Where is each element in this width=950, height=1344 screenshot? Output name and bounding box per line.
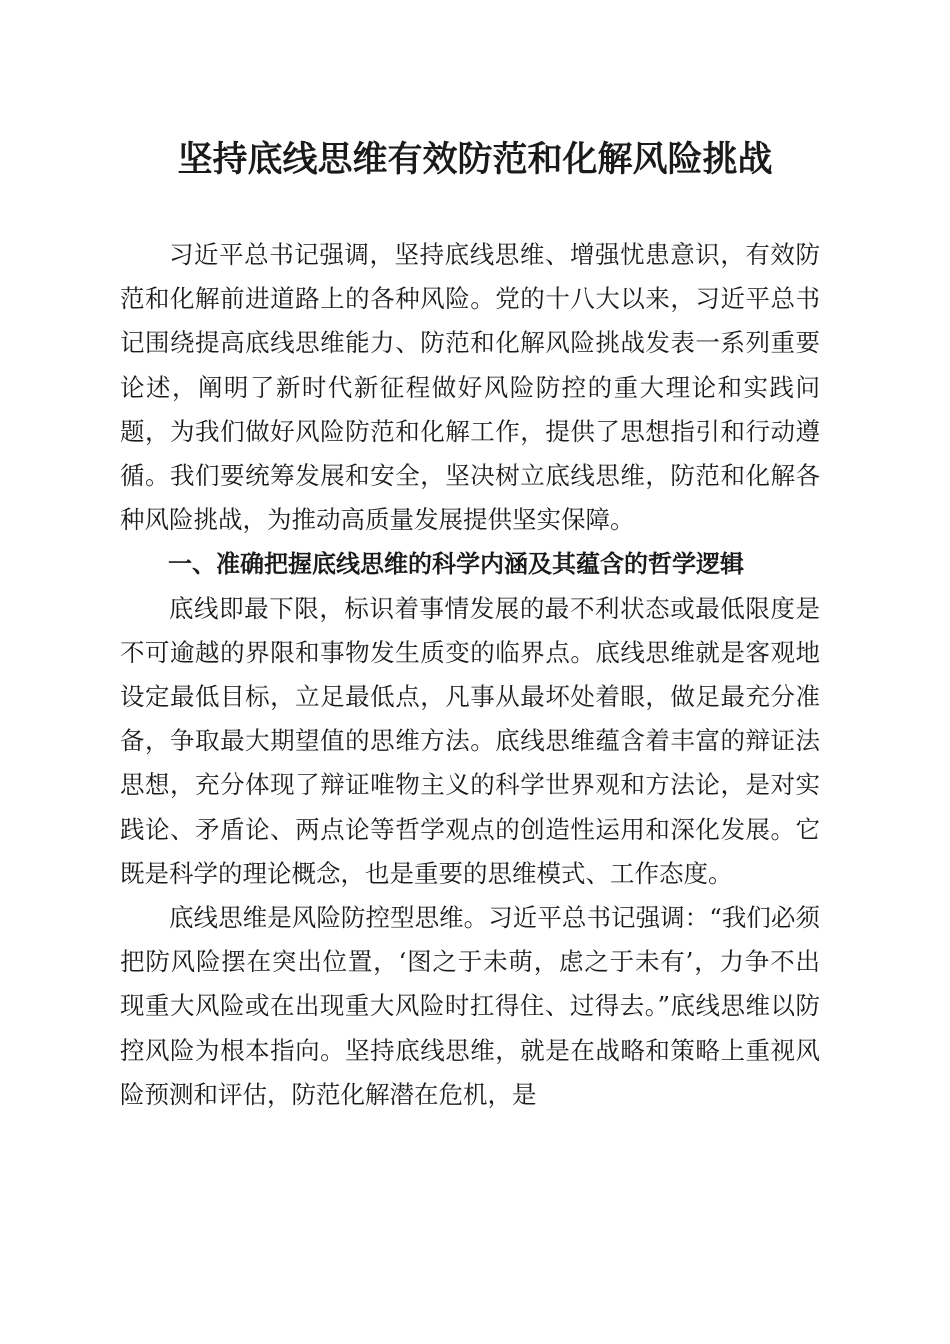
document-title: 坚持底线思维有效防范和化解风险挑战: [177, 139, 773, 180]
section1-paragraph-2: 底线思维是风险防控型思维。习近平总书记强调：“我们必须把防风险摆在突出位置，‘图之于未萌，虑之于未有’，力争不出现重大风险或在出现重大风险时扛得住、过得去。”底线思维以防控风险为根本指向。坚持底线思维，就是在战略和策略上重视风险预测和评估，防范化解潜在危机，是: [120, 903, 820, 1109]
section1-paragraph-1: 底线即最下限，标识着事情发展的最不利状态或最低限度是不可逾越的界限和事物发生质变的临界点。底线思维就是客观地设定最低目标，立足最低点，凡事从最坏处着眼，做足最充分准备，争取最大期望值的思维方法。底线思维蕴含着丰富的辩证法思想，充分体现了辩证唯物主义的科学世界观和方法论，是对实践论、矛盾论、两点论等哲学观点的创造性运用和深化发展。它既是科学的理论概念，也是重要的思维模式、工作态度。: [120, 593, 820, 888]
section-heading-1: 一、准确把握底线思维的科学内涵及其蕴含的哲学逻辑: [168, 550, 744, 579]
intro-paragraph: 习近平总书记强调，坚持底线思维、增强忧患意识，有效防范和化解前进道路上的各种风险。党的十八大以来，习近平总书记围绕提高底线思维能力、防范和化解风险挑战发表一系列重要论述，阐明了新时代新征程做好风险防控的重大理论和实践问题，为我们做好风险防范和化解工作，提供了思想指引和行动遵循。我们要统筹发展和安全，坚决树立底线思维，防范和化解各种风险挑战，为推动高质量发展提供坚实保障。: [120, 240, 820, 535]
document-body: [120, 233, 820, 1117]
